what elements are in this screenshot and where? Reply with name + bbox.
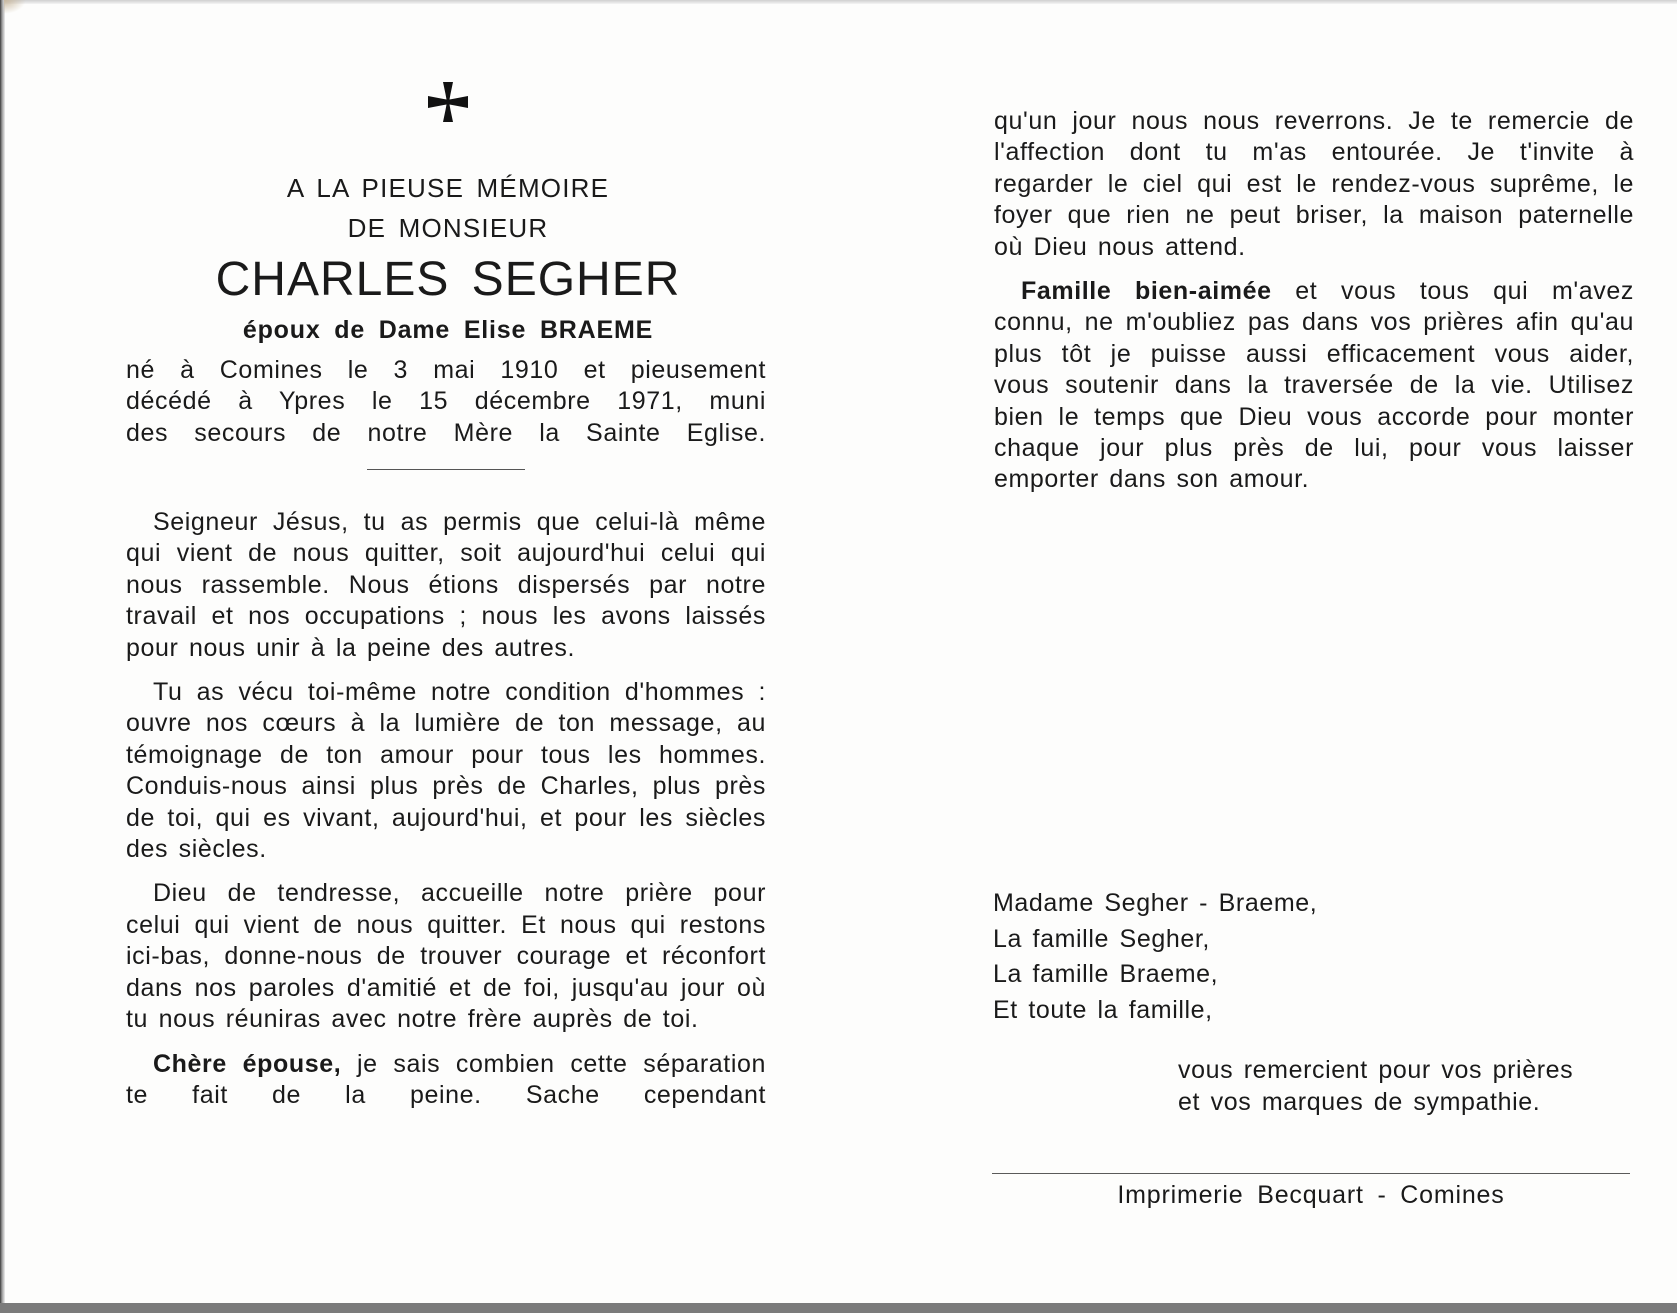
header-memoire: A LA PIEUSE MÉMOIRE	[286, 173, 610, 203]
divider	[367, 469, 525, 470]
signatories	[993, 886, 1317, 1028]
sacraments-line: des secours de notre Mère la Sainte Eglise.	[126, 418, 766, 447]
paragraph-text: Tu as vécu toi-même notre condition d'hommes : ouvre nos cœurs à la lumière de ton message, au témoignage de ton amour pour tous les hommes. Conduis-nous ainsi plus près de Charles, plus près de toi, qui es vivant, aujourd'hui, et pour les siècles des siècles.	[126, 678, 766, 864]
paragraph-lead: Chère épouse,	[153, 1049, 342, 1078]
prayer-paragraph	[994, 106, 1634, 263]
printer-credit: Imprimerie Becquart - Comines	[1117, 1181, 1505, 1209]
birth-death-block	[126, 355, 766, 449]
scan-edge-bottom	[0, 1303, 1677, 1313]
prayer-paragraph	[126, 1049, 766, 1112]
paragraph-text: je sais combien cette séparation te fait de la peine. Sache cependant	[126, 1049, 766, 1109]
signatory: Madame Segher - Braeme,	[993, 889, 1318, 917]
scan-edge-left	[0, 0, 5, 1313]
deceased-name: CHARLES SEGHER	[215, 253, 681, 306]
footer-divider	[992, 1173, 1630, 1174]
paragraph-text: et vous tous qui m'avez connu, ne m'oubliez pas dans vos prières afin qu'au plus tôt je puisse aussi efficacement vous aider, vous soutenir dans la traversée de la vie. Utilisez bien le temps que Dieu vous accorde pour monter chaque jour plus près de lui, pour vous laisser emporter dans son amour.	[994, 277, 1634, 494]
paragraph-text: Seigneur Jésus, tu as permis que celui-là même qui vient de nous quitter, soit aujourd'hui celui qui nous rassemble. Nous étions dispersés par notre travail et nos occupations ; nous les avons laissés pour nous unir à la peine des autres.	[126, 508, 766, 662]
paragraph-text: Dieu de tendresse, accueille notre prière pour celui qui vient de nous quitter. Et nous qui restons ici-bas, donne-nous de trouver courage et réconfort dans nos paroles d'amitié et de foi, jusqu'au jour où tu nous réuniras avec notre frère auprès de toi.	[126, 879, 766, 1034]
cross-icon	[428, 82, 468, 122]
signatory: La famille Segher,	[993, 924, 1210, 953]
scan-edge-top	[0, 0, 1677, 4]
paragraph-lead: Famille bien-aimée	[1021, 277, 1272, 306]
birth-line: né à Comines le 3 mai 1910 et pieusement	[126, 356, 766, 384]
spouse-line: époux de Dame Elise BRAEME	[242, 316, 654, 344]
thanks-block	[1178, 1055, 1573, 1118]
death-line: décédé à Ypres le 15 décembre 1971, muni	[126, 387, 766, 416]
signatory: Et toute la famille,	[993, 995, 1213, 1024]
paragraph-text: qu'un jour nous nous reverrons. Je te remercie de l'affection dont tu m'as entourée. Je t'invite à regarder le ciel qui est le rendez-vous suprême, le foyer que rien ne peut briser, la maison paternelle où Dieu nous attend.	[994, 107, 1634, 261]
prayer-paragraph	[994, 276, 1634, 496]
prayer-paragraph	[126, 677, 766, 865]
thanks-line: et vos marques de sympathie.	[1178, 1087, 1541, 1116]
header-monsieur: DE MONSIEUR	[347, 213, 549, 243]
signatory: La famille Braeme,	[993, 960, 1219, 989]
prayer-paragraph	[126, 878, 766, 1035]
thanks-line: vous remercient pour vos prières	[1178, 1056, 1574, 1084]
prayer-paragraph	[126, 507, 766, 664]
scan-corner-stain	[4, 0, 26, 14]
prayer-left-column	[126, 507, 766, 1111]
prayer-right-column	[994, 106, 1634, 496]
